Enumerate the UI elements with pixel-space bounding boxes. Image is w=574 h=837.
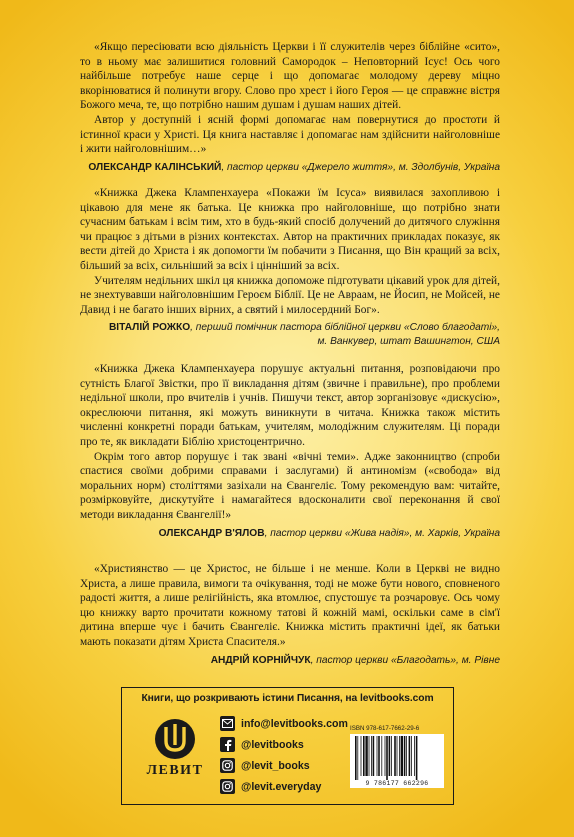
contact-email[interactable] — [220, 713, 348, 734]
barcode-bar — [361, 736, 362, 776]
barcode-bar — [365, 736, 367, 776]
barcode-bar — [385, 736, 386, 776]
contact-text: @levitbooks — [241, 738, 304, 751]
barcode-bar — [409, 736, 411, 776]
barcode-bar — [369, 736, 370, 776]
barcode-bar — [355, 736, 357, 780]
publisher-box — [121, 687, 454, 805]
contact-instagram-2[interactable] — [220, 776, 348, 797]
reviewer-location: м. Ванкувер, штат Вашингтон, США — [317, 335, 500, 347]
review-attribution — [80, 321, 500, 348]
reviewer-role: , пастор церкви «Благодать», м. Рівне — [310, 654, 500, 666]
contact-facebook[interactable] — [220, 734, 348, 755]
barcode-bar — [381, 736, 382, 776]
barcode-bar — [416, 736, 418, 780]
barcode-bar — [406, 736, 407, 776]
review-4 — [80, 562, 500, 667]
reviewer-role: , перший помічник пастора біблійної церкви «Слово благодаті», — [190, 322, 500, 334]
barcode-bar — [386, 736, 388, 780]
review-paragraph: «Книжка Джека Клампенхауера порушує актуальні питання, розповідаючи про сутність Благої Звістки, про її викладання дітям (звичне і правильне), про проблеми недільної школи, про вчителів і учнів. Пишучи текст, автор зорганізовує «дискусію», окреслюючи питання, які можуть виникнути в читача. Книжка також містить численні конкретні поради батькам, учителям, молодіжним служителям. Ці поради про те, як викладати Біблію христоцентрично. — [80, 363, 500, 448]
barcode-bar — [391, 736, 392, 776]
mail-icon — [220, 716, 235, 731]
review-paragraph: Учителям недільних шкіл ця книжка допоможе підготувати цікавий урок для дітей, не знехтувавши найголовнішим Героєм Біблії. Це не Авраам, не Йосип, не Мойсей, не Давид і не багато інших вірних, а святий і милосердний Бог». — [80, 274, 500, 316]
review-paragraph: Окрім того автор порушує і так звані «вічні теми». Адже законництво (спроби спастися своїми добрими справами і заслугами) й антиномізм («свобода» від моральних норм) століттями зазіхали на Євангеліє. Тому рекомендую вам: читайте, розмірковуйте, дискутуйте і намагайтеся вдосконалити свої переконання й свої методи викладання Євангелії!» — [80, 450, 500, 521]
contact-text: @levit_books — [241, 759, 310, 772]
review-paragraph: «Книжка Джека Клампенхауера «Покажи їм Ісуса» виявилася захопливою і цікавою для мене як батька. Це книжка про найголовніше, що потрібно знати сучасним батькам і всім тим, хто в будь-який спосіб долучений до дитячого служіння чи працює з дітьми в різних контекстах. Автор на практичних прикладах показує, як вести дітей до Христа і як допомогти їм побачити з Писання, що Він кращий за всіх, більший за всіх, сильніший за всіх і цінніший за всіх. — [80, 187, 500, 272]
review-paragraph: «Християнство — це Христос, не більше і не менше. Коли в Церкві не видно Христа, а лише правила, вимоги та очікування, тоді не може бути нового, сповненого радості життя, а лише релігійність, яка втомлює, спустошує та розчаровує. Ось чому цю книжку варто прочитати кожному татові й кожній мамі, оскільки саме в сім'ї дитина вперше чує і бачить Євангеліє. Книжка містить практичні ідеї, як батьки мають показати дітям Христа Спасителя.» — [80, 563, 500, 648]
barcode-bar — [401, 736, 403, 776]
reviewer-role: , пастор церкви «Жива надія», м. Харків, Україна — [264, 527, 500, 539]
barcode-bar — [394, 736, 396, 776]
review-paragraph: Автор у доступній і ясній формі допомагає нам повернутися до простоти й істинної краси у Христі. Ця книга наставляє і допомагає нам здійснити найголовніше і жити найголовнішим…» — [80, 113, 500, 156]
barcode-bar — [377, 736, 378, 776]
review-2 — [80, 186, 500, 348]
barcode-number: 9 786177 662296 — [365, 780, 429, 787]
barcode-bar — [399, 736, 400, 776]
barcode-bar — [404, 736, 406, 776]
levit-logo-icon — [153, 717, 197, 761]
barcode-bar — [414, 736, 415, 776]
instagram-icon — [220, 779, 235, 794]
publisher-site-link[interactable]: levitbooks.com — [359, 693, 434, 704]
facebook-icon — [220, 737, 235, 752]
contact-text: @levit.everyday — [241, 780, 322, 793]
review-attribution — [80, 654, 500, 668]
reviewer-role: , пастор церкви «Джерело життя», м. Здолбунів, Україна — [221, 161, 500, 173]
isbn-block — [350, 725, 444, 788]
publisher-logo — [143, 717, 207, 779]
reviewer-name: ВІТАЛІЙ РОЖКО — [108, 322, 191, 334]
barcode — [350, 734, 444, 788]
instagram-icon — [220, 758, 235, 773]
logo-text: ЛЕВИТ — [146, 763, 204, 778]
isbn-label: ISBN 978-617-7662-29-6 — [350, 725, 420, 732]
barcode-bar — [363, 736, 365, 776]
barcode-bar — [371, 736, 372, 776]
barcode-bar — [357, 736, 358, 780]
reviewer-name: АНДРІЙ КОРНІЙЧУК — [210, 654, 311, 666]
reviewer-name: ОЛЕКСАНДР В'ЯЛОВ — [158, 527, 265, 539]
review-3 — [80, 362, 500, 540]
review-attribution — [80, 527, 500, 541]
contact-text: info@levitbooks.com — [241, 717, 348, 730]
review-1 — [80, 40, 500, 174]
barcode-bar — [411, 736, 412, 776]
barcode-icon — [353, 736, 441, 780]
barcode-bar — [389, 736, 391, 776]
barcode-bar — [378, 736, 380, 776]
barcode-bar — [373, 736, 375, 776]
review-paragraph: «Якщо пересіювати всю діяльність Церкви і її служителів через біблійне «сито», то в ньому має залишитися головний Самородок – Неповторний Ісус! Ось чого найбільше потребує наше серце і що допомагає молодому дереву міцно вкорінюватися й полинути вгору. Слово про хрест і його Героя — це справжнє вістря Божого меча, те, що потрібно нашим душам і душам наших дітей. — [80, 41, 500, 112]
barcode-bar — [397, 736, 398, 776]
publisher-tagline: Книги, що розкривають істини Писання, на levitbooks.com — [141, 693, 434, 704]
reviewer-name: ОЛЕКСАНДР КАЛІНСЬКИЙ — [88, 161, 222, 173]
contact-instagram[interactable] — [220, 755, 348, 776]
review-attribution — [80, 161, 500, 175]
contact-list — [220, 713, 348, 797]
